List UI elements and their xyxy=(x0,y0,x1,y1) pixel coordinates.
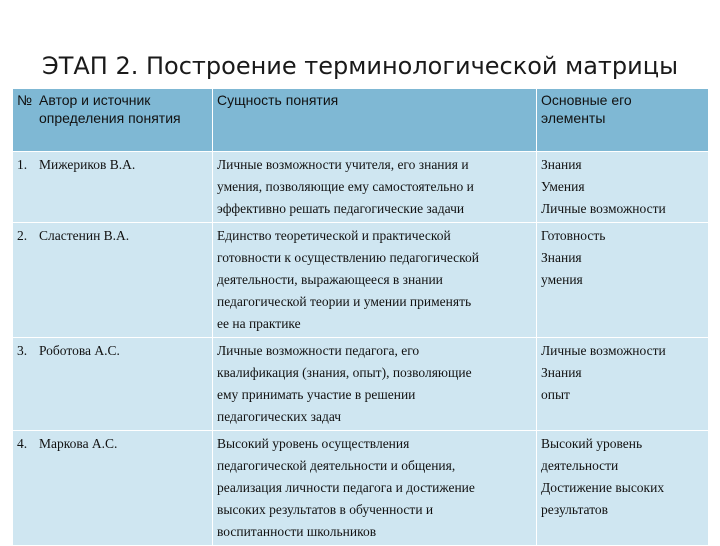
element-line: Высокий уровень xyxy=(541,436,643,451)
elements-cell xyxy=(537,338,709,431)
element-line: Личные возможности xyxy=(541,343,666,358)
essence-line: эффективно решать педагогические задачи xyxy=(217,201,465,216)
table-row xyxy=(13,223,709,338)
author-name: Маркова А.С. xyxy=(39,436,118,451)
elements-cell xyxy=(537,431,709,546)
table-header-row xyxy=(13,89,709,152)
essence-cell xyxy=(213,152,537,223)
essence-line: готовности к осуществлению педагогической xyxy=(217,250,480,265)
header-author-line: Автор и источник xyxy=(39,92,151,108)
element-line: деятельности xyxy=(541,458,619,473)
header-author-line: определения понятия xyxy=(39,110,181,126)
essence-line: педагогической теории и умении применять xyxy=(217,294,472,309)
element-line: Готовность xyxy=(541,228,606,243)
author-cell xyxy=(13,152,213,223)
header-essence-line: Сущность понятия xyxy=(217,92,339,108)
element-line: Умения xyxy=(541,179,585,194)
author-cell xyxy=(13,338,213,431)
author-name: Роботова А.С. xyxy=(39,343,120,358)
header-elements-cell xyxy=(537,89,709,152)
row-number: 4. xyxy=(17,436,28,451)
author-cell xyxy=(13,431,213,546)
table-row xyxy=(13,152,709,223)
terminology-matrix-table xyxy=(12,88,709,546)
table-row xyxy=(13,338,709,431)
essence-line: реализация личности педагога и достижение xyxy=(217,480,475,495)
author-cell xyxy=(13,223,213,338)
row-number: 1. xyxy=(17,157,28,172)
element-line: результатов xyxy=(541,502,609,517)
essence-cell xyxy=(213,431,537,546)
essence-line: Высокий уровень осуществления xyxy=(217,436,410,451)
essence-line: Единство теоретической и практической xyxy=(217,228,451,243)
essence-line: Личные возможности учителя, его знания и xyxy=(217,157,469,172)
table-body xyxy=(13,152,709,546)
header-essence-cell xyxy=(213,89,537,152)
header-elements-line: элементы xyxy=(541,110,606,126)
essence-line: воспитанности школьников xyxy=(217,524,377,539)
element-line: Знания xyxy=(541,157,582,172)
slide-title: ЭТАП 2. Построение терминологической матрицы xyxy=(41,52,679,80)
row-number: 3. xyxy=(17,343,28,358)
author-name: Сластенин В.А. xyxy=(39,228,130,243)
header-author-cell xyxy=(13,89,213,152)
table-row xyxy=(13,431,709,546)
essence-line: квалификация (знания, опыт), позволяющие xyxy=(217,365,472,380)
essence-cell xyxy=(213,338,537,431)
essence-cell xyxy=(213,223,537,338)
elements-cell xyxy=(537,152,709,223)
element-line: Знания xyxy=(541,365,582,380)
element-line: умения xyxy=(541,272,583,287)
elements-cell xyxy=(537,223,709,338)
row-number: 2. xyxy=(17,228,28,243)
essence-line: педагогической деятельности и общения, xyxy=(217,458,456,473)
element-line: Достижение высоких xyxy=(541,480,665,495)
essence-line: ее на практике xyxy=(217,316,301,331)
essence-line: Личные возможности педагога, его xyxy=(217,343,420,358)
element-line: опыт xyxy=(541,387,570,402)
essence-line: высоких результатов в обученности и xyxy=(217,502,434,517)
essence-line: ему принимать участие в решении xyxy=(217,387,416,402)
header-num: № xyxy=(17,92,33,108)
author-name: Мижериков В.А. xyxy=(39,157,136,172)
element-line: Знания xyxy=(541,250,582,265)
header-elements-line: Основные его xyxy=(541,92,632,108)
essence-line: умения, позволяющие ему самостоятельно и xyxy=(217,179,474,194)
element-line: Личные возможности xyxy=(541,201,666,216)
essence-line: деятельности, выражающееся в знании xyxy=(217,272,443,287)
essence-line: педагогических задач xyxy=(217,409,342,424)
